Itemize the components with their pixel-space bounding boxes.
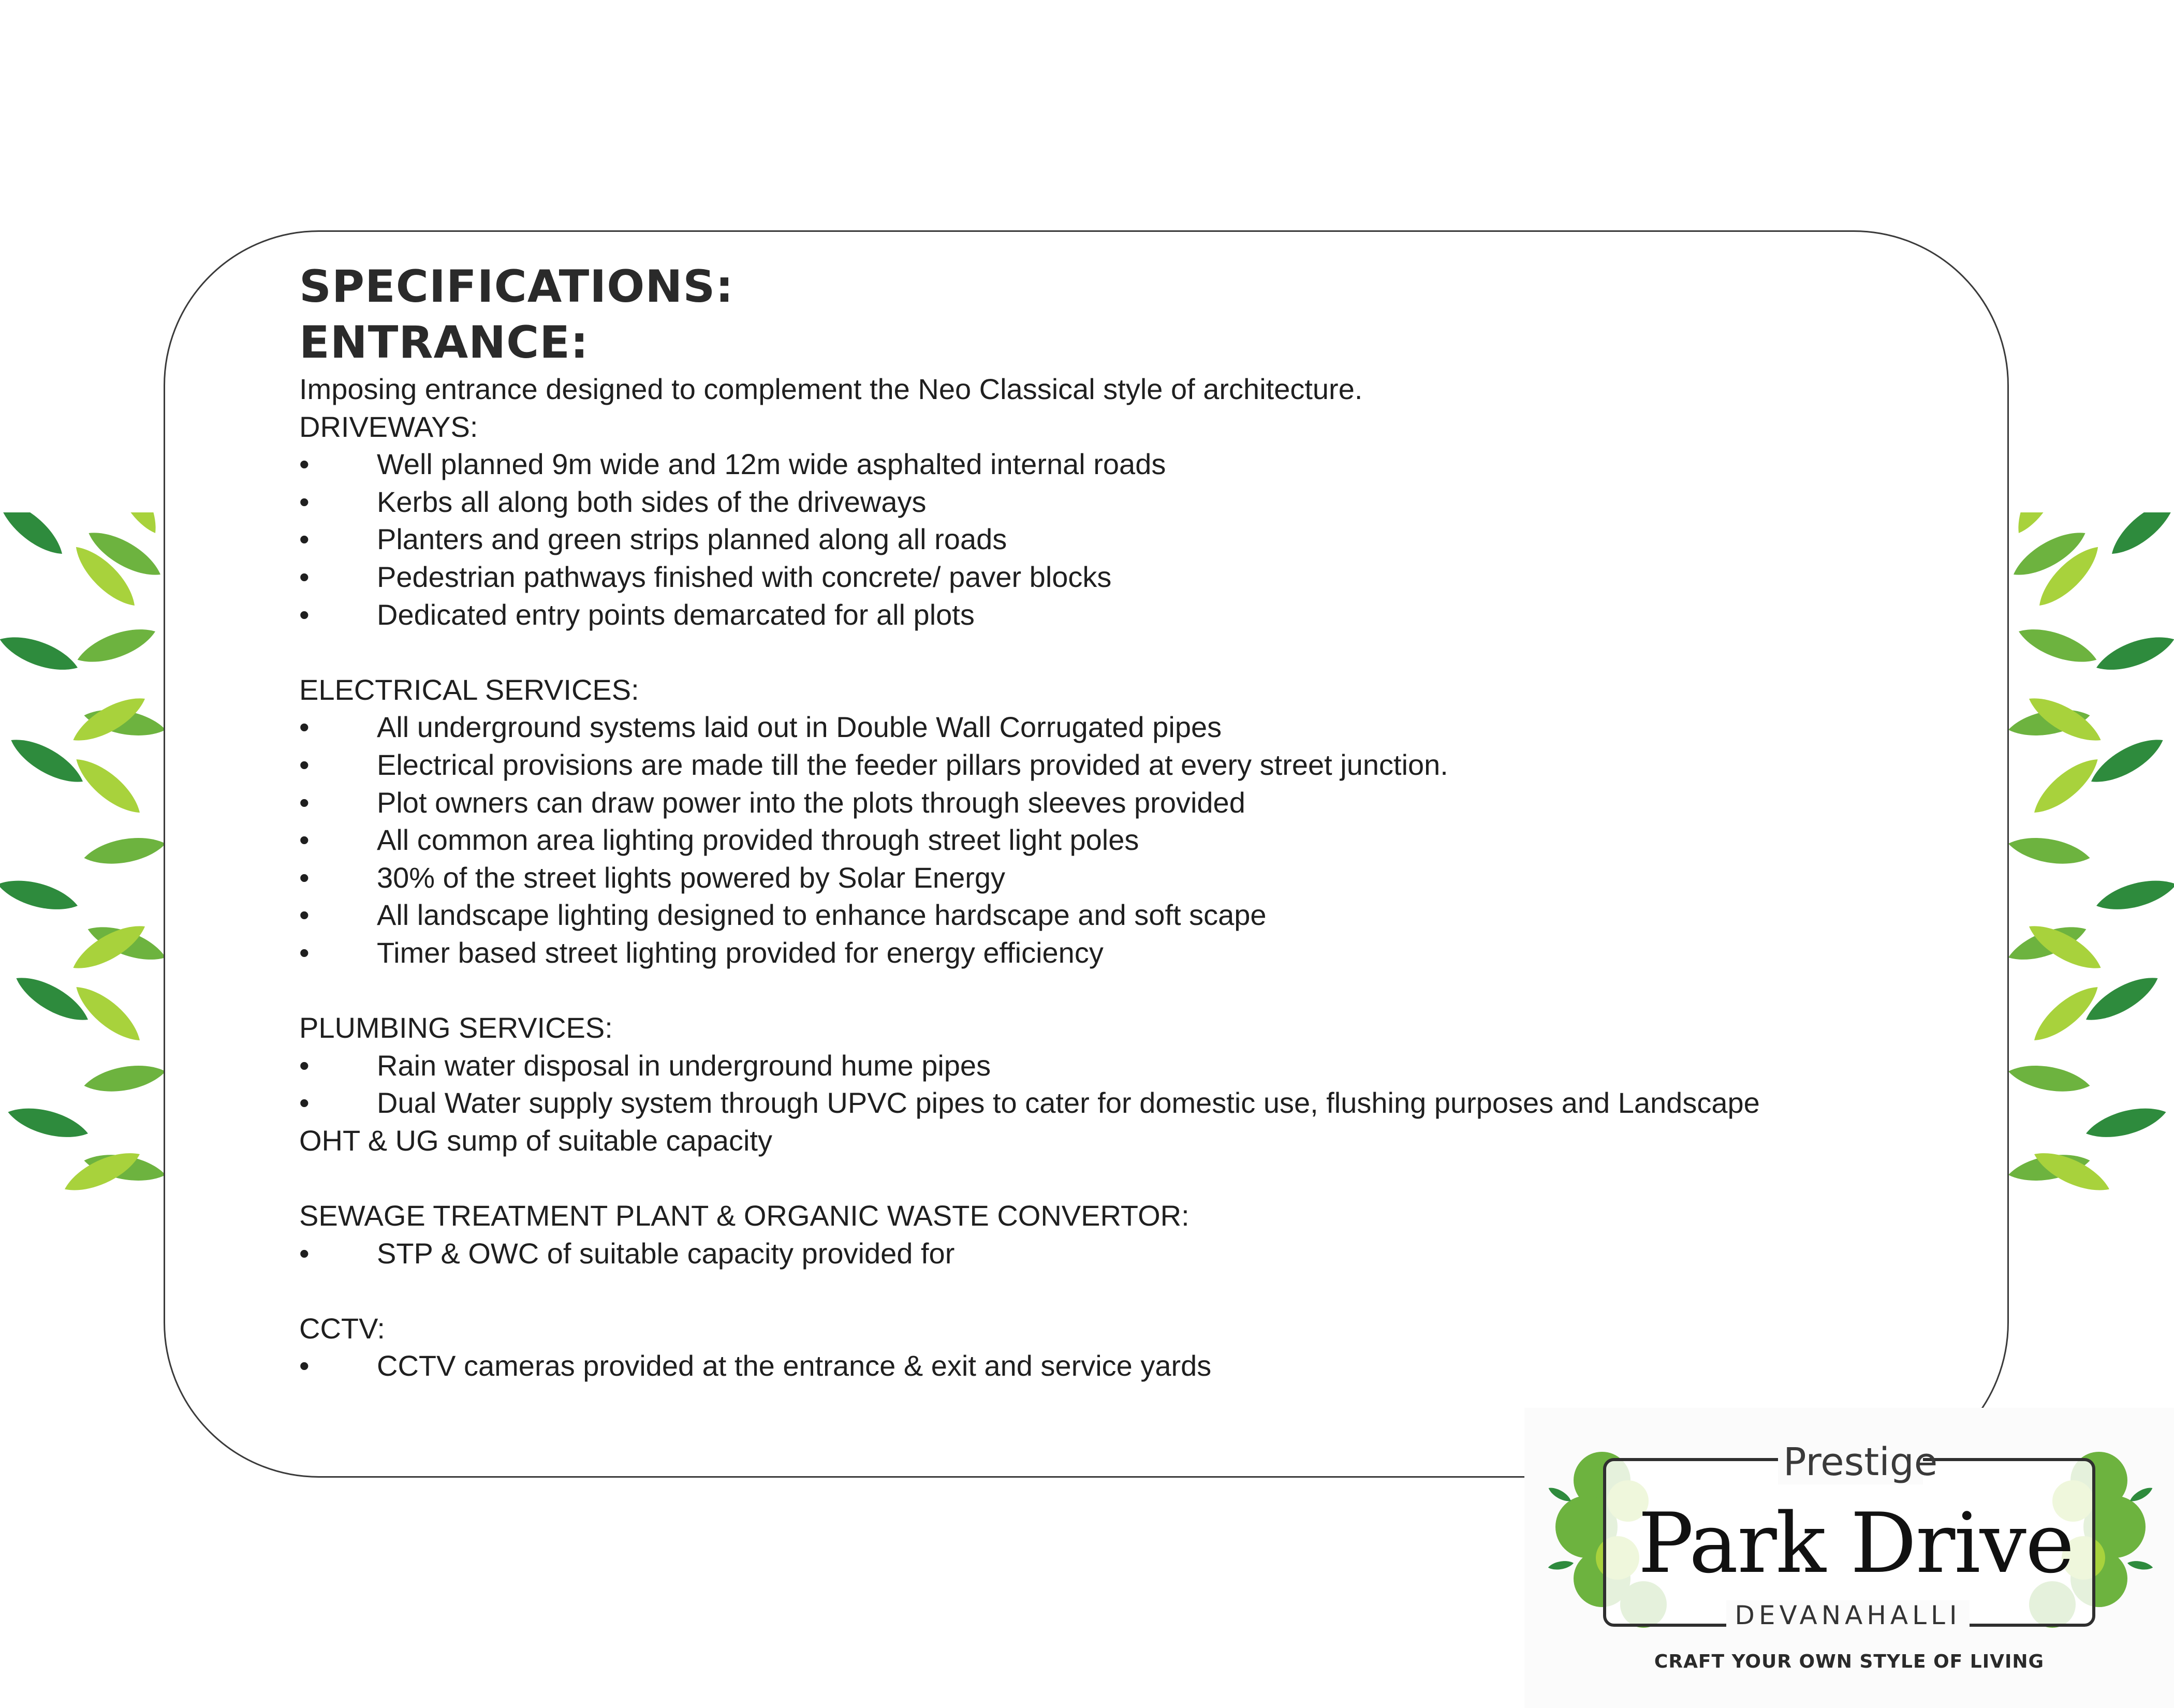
list-item: • Dedicated entry points demarcated for all plots [299, 598, 975, 631]
cctv-heading: CCTV: [299, 1312, 385, 1345]
plumbing-heading: PLUMBING SERVICES: [299, 1011, 613, 1044]
right-leaves-decoration [2003, 512, 2174, 1206]
list-item: • Planters and green strips planned along all roads [299, 523, 1007, 556]
list-item: • All landscape lighting designed to enhance hardscape and soft scape [299, 899, 1267, 932]
list-item: • Electrical provisions are made till the feeder pillars provided at every street junction. [299, 748, 1448, 781]
list-item: • Timer based street lighting provided for energy efficiency [299, 936, 1104, 969]
list-item: • Kerbs all along both sides of the driveways [299, 485, 927, 518]
entrance-heading: ENTRANCE: [299, 317, 589, 369]
driveways-heading: DRIVEWAYS: [299, 410, 478, 443]
list-item: • Plot owners can draw power into the plots through sleeves provided [299, 786, 1245, 819]
list-item: • 30% of the street lights powered by Solar Energy [299, 861, 1006, 894]
list-item: • STP & OWC of suitable capacity provided for [299, 1236, 955, 1270]
brand-logo [1524, 1408, 2174, 1708]
plumbing-note: OHT & UG sump of suitable capacity [299, 1124, 772, 1157]
left-leaves-decoration [0, 512, 171, 1206]
list-item: • Rain water disposal in underground hume pipes [299, 1049, 991, 1082]
list-item: • Dual Water supply system through UPVC pipes to cater for domestic use, flushing purposes and Landscape [299, 1086, 1760, 1120]
brand-location: DEVANAHALLI [1726, 1600, 1970, 1630]
brand-project-name: Park Drive [1638, 1495, 2074, 1592]
page-title: SPECIFICATIONS: [299, 261, 734, 313]
list-item: • Well planned 9m wide and 12m wide asphalted internal roads [299, 448, 1166, 481]
entrance-description: Imposing entrance designed to complement the Neo Classical style of architecture. [299, 373, 1363, 405]
brand-developer: Prestige [1778, 1440, 1923, 1484]
list-item: • CCTV cameras provided at the entrance & exit and service yards [299, 1349, 1212, 1382]
sewage-heading: SEWAGE TREATMENT PLANT & ORGANIC WASTE CONVERTOR: [299, 1199, 1189, 1232]
list-item: • All underground systems laid out in Double Wall Corrugated pipes [299, 711, 1222, 744]
electrical-heading: ELECTRICAL SERVICES: [299, 673, 639, 706]
list-item: • Pedestrian pathways finished with concrete/ paver blocks [299, 560, 1112, 593]
list-item: • All common area lighting provided through street light poles [299, 823, 1139, 857]
specifications-content [299, 259, 1956, 1385]
brand-tagline: CRAFT YOUR OWN STYLE OF LIVING [1654, 1651, 2045, 1672]
